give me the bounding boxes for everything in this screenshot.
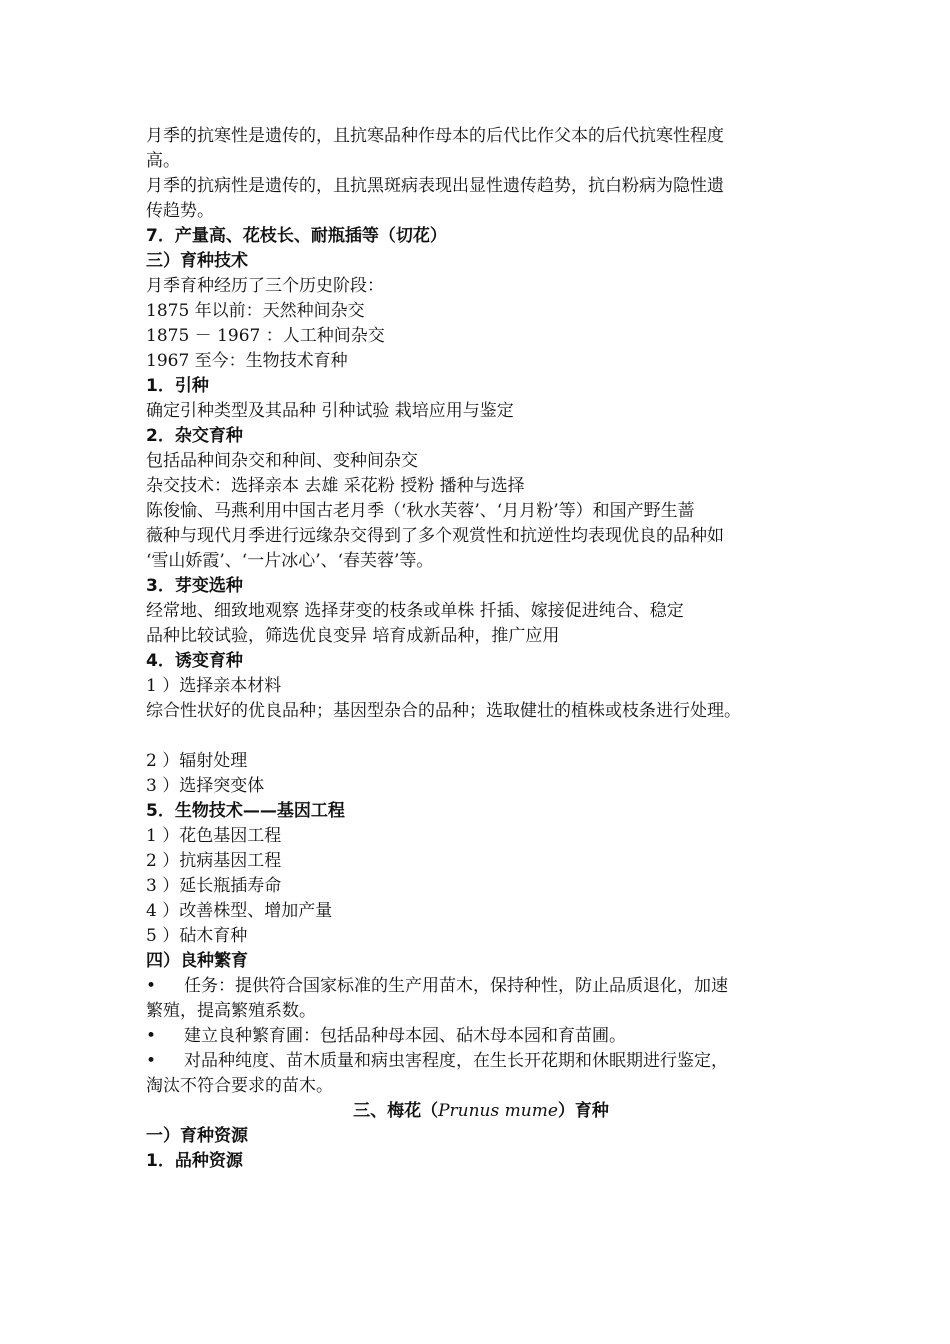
paragraph-line: 1 ）选择亲本材料 [146, 676, 282, 696]
paragraph-line: 2 ）辐射处理 [146, 751, 248, 771]
bullet-item [146, 1049, 816, 1074]
bullet-item [146, 1024, 816, 1049]
paragraph-line: 经常地、细致地观察 选择芽变的枝条或单株 扦插、嫁接促进纯合、稳定 [146, 601, 684, 621]
section-title-latin: Prunus mume [438, 1101, 558, 1121]
paragraph-line: 1967 至今：生物技术育种 [146, 351, 348, 371]
heading-genetic-engineering: 5．生物技术——基因工程 [146, 801, 345, 821]
bullet-icon: • [146, 976, 157, 996]
heading-introduction: 1．引种 [146, 376, 209, 396]
paragraph-line: 1 ）花色基因工程 [146, 826, 282, 846]
heading-hybrid-breeding: 2．杂交育种 [146, 426, 243, 446]
paragraph-line: 3 ）选择突变体 [146, 776, 265, 796]
heading-bud-mutation: 3．芽变选种 [146, 576, 243, 596]
paragraph-line: 月季的抗病性是遗传的，且抗黑斑病表现出显性遗传趋势，抗白粉病为隐性遗 [146, 176, 724, 196]
bullet-text: 建立良种繁育圃：包括品种母本园、砧木母本园和育苗圃。 [184, 1026, 626, 1046]
paragraph-line: 月季的抗寒性是遗传的，且抗寒品种作母本的后代比作父本的后代抗寒性程度 [146, 126, 724, 146]
blank-line [146, 724, 816, 749]
paragraph-line: 2 ）抗病基因工程 [146, 851, 282, 871]
paragraph-line: 薇种与现代月季进行远缘杂交得到了多个观赏性和抗逆性均表现优良的品种如 [146, 526, 724, 546]
heading-seed-propagation: 四）良种繁育 [146, 951, 248, 971]
paragraph-line: ‘雪山娇霞’、‘一片冰心’、‘春芙蓉’等。 [146, 551, 434, 571]
paragraph-line: 淘汰不符合要求的苗木。 [146, 1076, 333, 1096]
bullet-text: 对品种纯度、苗木质量和病虫害程度，在生长开花期和休眠期进行鉴定， [184, 1051, 728, 1071]
paragraph-line: 确定引种类型及其品种 引种试验 栽培应用与鉴定 [146, 401, 514, 421]
paragraph-line: 高。 [146, 151, 180, 171]
paragraph-line: 包括品种间杂交和种间、变种间杂交 [146, 451, 418, 471]
section-title [146, 1099, 816, 1124]
paragraph-line: 5 ）砧木育种 [146, 926, 248, 946]
paragraph-line: 3 ）延长瓶插寿命 [146, 876, 282, 896]
document-page [146, 124, 816, 1174]
heading-mutation-breeding: 4．诱变育种 [146, 651, 243, 671]
heading-breeding-resources: 一）育种资源 [146, 1126, 248, 1146]
heading-variety-resources: 1．品种资源 [146, 1151, 243, 1171]
bullet-item [146, 974, 816, 999]
heading-cut-flower: 7．产量高、花枝长、耐瓶插等（切花） [146, 226, 447, 246]
paragraph-line: 综合性状好的优良品种；基因型杂合的品种；选取健壮的植株或枝条进行处理。 [146, 701, 741, 721]
paragraph-line: 4 ）改善株型、增加产量 [146, 901, 333, 921]
paragraph-line: 陈俊愉、马燕利用中国古老月季（‘秋水芙蓉’、‘月月粉’等）和国产野生蔷 [146, 501, 695, 521]
bullet-icon: • [146, 1026, 157, 1046]
paragraph-line: 品种比较试验，筛选优良变异 培育成新品种，推广应用 [146, 626, 560, 646]
paragraph-line: 杂交技术：选择亲本 去雄 采花粉 授粉 播种与选择 [146, 476, 525, 496]
paragraph-line: 繁殖，提高繁殖系数。 [146, 1001, 316, 1021]
paragraph-line: 传趋势。 [146, 201, 214, 221]
section-title-prefix: 三、梅花（ [353, 1101, 439, 1121]
paragraph-line: 1875 － 1967 ：人工种间杂交 [146, 326, 385, 346]
paragraph-line: 月季育种经历了三个历史阶段： [146, 276, 384, 296]
bullet-icon: • [146, 1051, 157, 1071]
section-title-suffix: ）育种 [557, 1101, 609, 1121]
paragraph-line: 1875 年以前：天然种间杂交 [146, 301, 365, 321]
bullet-text: 任务：提供符合国家标准的生产用苗木，保持种性，防止品质退化，加速 [184, 976, 728, 996]
heading-breeding-techniques: 三）育种技术 [146, 251, 248, 271]
